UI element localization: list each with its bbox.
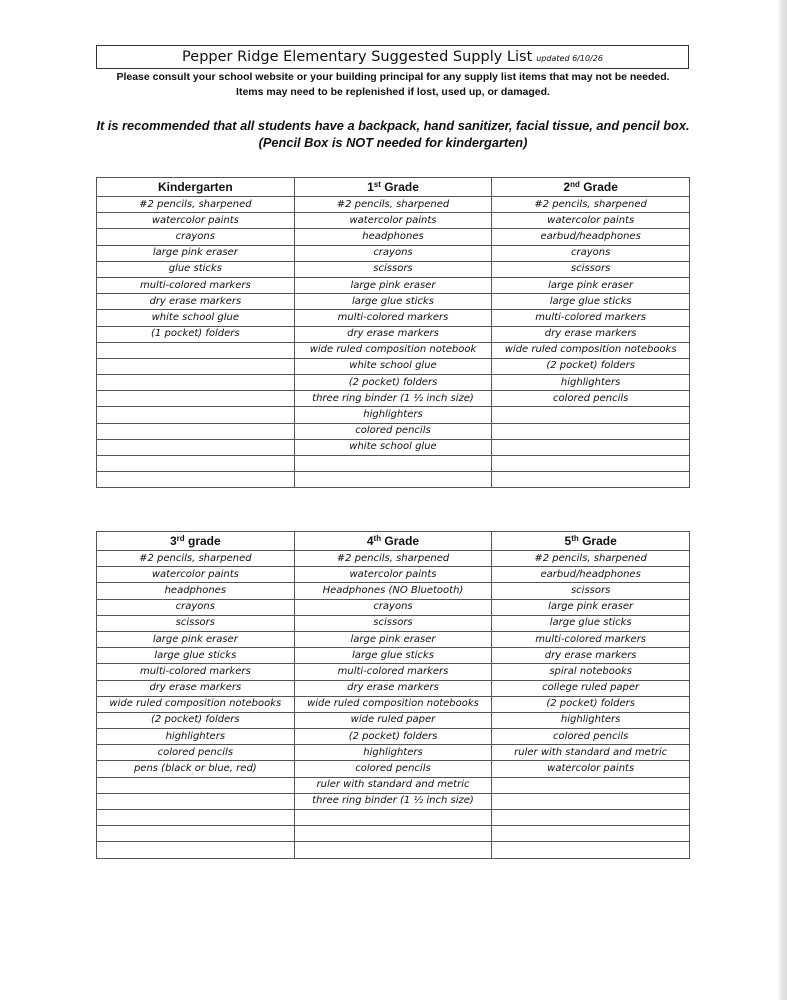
supply-item: scissors: [294, 615, 492, 631]
grade-header-row: [97, 178, 690, 197]
supply-item: (1 pocket) folders: [97, 326, 295, 342]
supply-item: large pink eraser: [492, 277, 690, 293]
table-row: [97, 567, 690, 583]
supply-item: ruler with standard and metric: [492, 745, 690, 761]
supply-item: [492, 423, 690, 439]
supply-item: [97, 407, 295, 423]
grade-name: 4: [366, 534, 374, 548]
supply-item: wide ruled composition notebooks: [492, 342, 690, 358]
supply-item: crayons: [97, 599, 295, 615]
supply-item: earbud/headphones: [492, 229, 690, 245]
grade-ordinal: nd: [570, 180, 580, 189]
supply-item: scissors: [97, 615, 295, 631]
table-row: [97, 826, 690, 842]
grade-header: [97, 532, 295, 551]
table-row: [97, 583, 690, 599]
supply-item: watercolor paints: [294, 213, 492, 229]
pencil-box-note: (Pencil Box is NOT needed for kindergarten): [258, 135, 528, 150]
grade-header: [294, 532, 492, 551]
supply-item: crayons: [294, 599, 492, 615]
supply-item: [492, 842, 690, 858]
grade-suffix: Grade: [579, 180, 618, 194]
grade-suffix: Grade: [578, 534, 617, 548]
supply-item: colored pencils: [294, 761, 492, 777]
supply-item: multi-colored markers: [294, 664, 492, 680]
table-row: [97, 407, 690, 423]
table-row: [97, 648, 690, 664]
supply-item: Headphones (NO Bluetooth): [294, 583, 492, 599]
supply-item: spiral notebooks: [492, 664, 690, 680]
table-row: [97, 761, 690, 777]
supply-item: dry erase markers: [97, 680, 295, 696]
supply-item: [97, 793, 295, 809]
supply-item: highlighters: [294, 745, 492, 761]
table-row: [97, 793, 690, 809]
supply-item: white school glue: [294, 439, 492, 455]
grade-name: 2: [563, 180, 571, 194]
supply-item: ruler with standard and metric: [294, 777, 492, 793]
grade-name: 1: [367, 180, 374, 194]
supply-item: [492, 472, 690, 488]
supply-item: glue sticks: [97, 261, 295, 277]
supply-item: large pink eraser: [97, 631, 295, 647]
supply-item: large pink eraser: [492, 599, 690, 615]
supply-item: college ruled paper: [492, 680, 690, 696]
supply-item: (2 pocket) folders: [492, 696, 690, 712]
supply-item: scissors: [492, 583, 690, 599]
supply-item: watercolor paints: [97, 213, 295, 229]
grade-ordinal: th: [373, 534, 382, 543]
supply-item: [97, 375, 295, 391]
note-consult: Please consult your school website or your building principal for any supply list items that may not be needed.: [116, 71, 670, 83]
table-row: [97, 294, 690, 310]
supply-item: [492, 793, 690, 809]
supply-item: [97, 342, 295, 358]
supply-item: wide ruled paper: [294, 712, 492, 728]
supply-item: large glue sticks: [294, 294, 492, 310]
supply-item: [294, 842, 492, 858]
supply-item: watercolor paints: [492, 213, 690, 229]
supply-item: [97, 810, 295, 826]
grade-suffix: Grade: [380, 180, 419, 194]
supply-item: colored pencils: [97, 745, 295, 761]
supply-item: large glue sticks: [492, 294, 690, 310]
table-row: [97, 810, 690, 826]
supply-item: multi-colored markers: [294, 310, 492, 326]
grade-header-row: [97, 532, 690, 551]
supply-item: large glue sticks: [294, 648, 492, 664]
supply-item: #2 pencils, sharpened: [492, 551, 690, 567]
table-row: [97, 472, 690, 488]
supply-item: highlighters: [492, 375, 690, 391]
supply-item: [294, 810, 492, 826]
table-row: [97, 729, 690, 745]
table-row: [97, 326, 690, 342]
supply-item: multi-colored markers: [97, 664, 295, 680]
grade-ordinal: rd: [176, 534, 185, 543]
supply-item: [492, 456, 690, 472]
grade-name: 3: [169, 534, 177, 548]
table-row: [97, 213, 690, 229]
supply-item: [492, 407, 690, 423]
supply-item: three ring binder (1 ½ inch size): [294, 793, 492, 809]
supply-item: [97, 358, 295, 374]
table-row: [97, 375, 690, 391]
supply-item: three ring binder (1 ½ inch size): [294, 391, 492, 407]
supply-item: white school glue: [97, 310, 295, 326]
supply-item: multi-colored markers: [492, 310, 690, 326]
supply-item: white school glue: [294, 358, 492, 374]
table-row: [97, 551, 690, 567]
supply-item: [294, 826, 492, 842]
table-row: [97, 842, 690, 858]
supply-item: (2 pocket) folders: [294, 729, 492, 745]
supply-item: [492, 810, 690, 826]
supply-item: wide ruled composition notebooks: [97, 696, 295, 712]
supply-item: #2 pencils, sharpened: [97, 551, 295, 567]
table-row: [97, 712, 690, 728]
supply-item: #2 pencils, sharpened: [294, 197, 492, 213]
supply-item: crayons: [97, 229, 295, 245]
table-row: [97, 439, 690, 455]
page-edge-shadow: [777, 0, 787, 1000]
grade-header: [97, 178, 295, 197]
supply-item: earbud/headphones: [492, 567, 690, 583]
table-row: [97, 245, 690, 261]
supply-item: [492, 826, 690, 842]
supply-item: large pink eraser: [97, 245, 295, 261]
supply-item: dry erase markers: [492, 648, 690, 664]
supply-item: multi-colored markers: [492, 631, 690, 647]
supply-item: crayons: [492, 245, 690, 261]
supply-item: [97, 391, 295, 407]
supply-item: wide ruled composition notebook: [294, 342, 492, 358]
supply-item: #2 pencils, sharpened: [97, 197, 295, 213]
grade-suffix: grade: [184, 534, 221, 548]
table-row: [97, 197, 690, 213]
supply-item: (2 pocket) folders: [492, 358, 690, 374]
page-title: Pepper Ridge Elementary Suggested Supply List: [182, 49, 533, 65]
supply-item: large pink eraser: [294, 631, 492, 647]
supply-item: #2 pencils, sharpened: [294, 551, 492, 567]
grade-ordinal: th: [571, 534, 579, 543]
supply-table-3-5: [96, 531, 690, 859]
grade-name: 5: [564, 534, 572, 548]
title-box: [96, 45, 689, 69]
grade-name: Kindergarten: [157, 180, 233, 194]
grade-ordinal: st: [373, 180, 381, 189]
supply-item: [97, 423, 295, 439]
supply-item: [97, 456, 295, 472]
table-row: [97, 423, 690, 439]
table-row: [97, 777, 690, 793]
supply-item: dry erase markers: [294, 680, 492, 696]
supply-item: [492, 777, 690, 793]
table-row: [97, 615, 690, 631]
updated-date: updated 6/10/26: [536, 54, 603, 63]
table-row: [97, 261, 690, 277]
supply-item: watercolor paints: [294, 567, 492, 583]
supply-item: [97, 842, 295, 858]
supply-item: watercolor paints: [492, 761, 690, 777]
supply-item: (2 pocket) folders: [294, 375, 492, 391]
table-row: [97, 310, 690, 326]
supply-item: watercolor paints: [97, 567, 295, 583]
table-row: [97, 680, 690, 696]
supply-item: highlighters: [492, 712, 690, 728]
note-replenish: Items may need to be replenished if lost, used up, or damaged.: [236, 86, 550, 98]
supply-item: scissors: [492, 261, 690, 277]
supply-item: wide ruled composition notebooks: [294, 696, 492, 712]
table-row: [97, 631, 690, 647]
table-row: [97, 358, 690, 374]
supply-item: large glue sticks: [492, 615, 690, 631]
supply-item: (2 pocket) folders: [97, 712, 295, 728]
supply-item: colored pencils: [294, 423, 492, 439]
supply-item: [97, 472, 295, 488]
supply-item: [294, 456, 492, 472]
supply-item: #2 pencils, sharpened: [492, 197, 690, 213]
supply-item: large glue sticks: [97, 648, 295, 664]
supply-table-k-2: [96, 177, 690, 488]
supply-item: [97, 826, 295, 842]
grade-suffix: Grade: [381, 534, 420, 548]
supply-item: [492, 439, 690, 455]
grade-header: [492, 532, 690, 551]
supply-item: dry erase markers: [294, 326, 492, 342]
table-row: [97, 696, 690, 712]
supply-item: [97, 439, 295, 455]
supply-item: highlighters: [294, 407, 492, 423]
supply-item: highlighters: [97, 729, 295, 745]
table-row: [97, 277, 690, 293]
supply-item: [97, 777, 295, 793]
supply-item: multi-colored markers: [97, 277, 295, 293]
supply-item: scissors: [294, 261, 492, 277]
table-row: [97, 664, 690, 680]
table-row: [97, 599, 690, 615]
table-row: [97, 456, 690, 472]
supply-item: colored pencils: [492, 391, 690, 407]
supply-item: [294, 472, 492, 488]
supply-item: pens (black or blue, red): [97, 761, 295, 777]
supply-item: dry erase markers: [97, 294, 295, 310]
supply-item: headphones: [97, 583, 295, 599]
supply-item: large pink eraser: [294, 277, 492, 293]
table-row: [97, 342, 690, 358]
recommendation-line: It is recommended that all students have a backpack, hand sanitizer, facial tissue, and pencil box.: [96, 118, 690, 133]
supply-item: crayons: [294, 245, 492, 261]
grade-header: [294, 178, 492, 197]
grade-header: [492, 178, 690, 197]
supply-item: dry erase markers: [492, 326, 690, 342]
supply-item: colored pencils: [492, 729, 690, 745]
table-row: [97, 229, 690, 245]
table-row: [97, 391, 690, 407]
table-row: [97, 745, 690, 761]
supply-item: headphones: [294, 229, 492, 245]
